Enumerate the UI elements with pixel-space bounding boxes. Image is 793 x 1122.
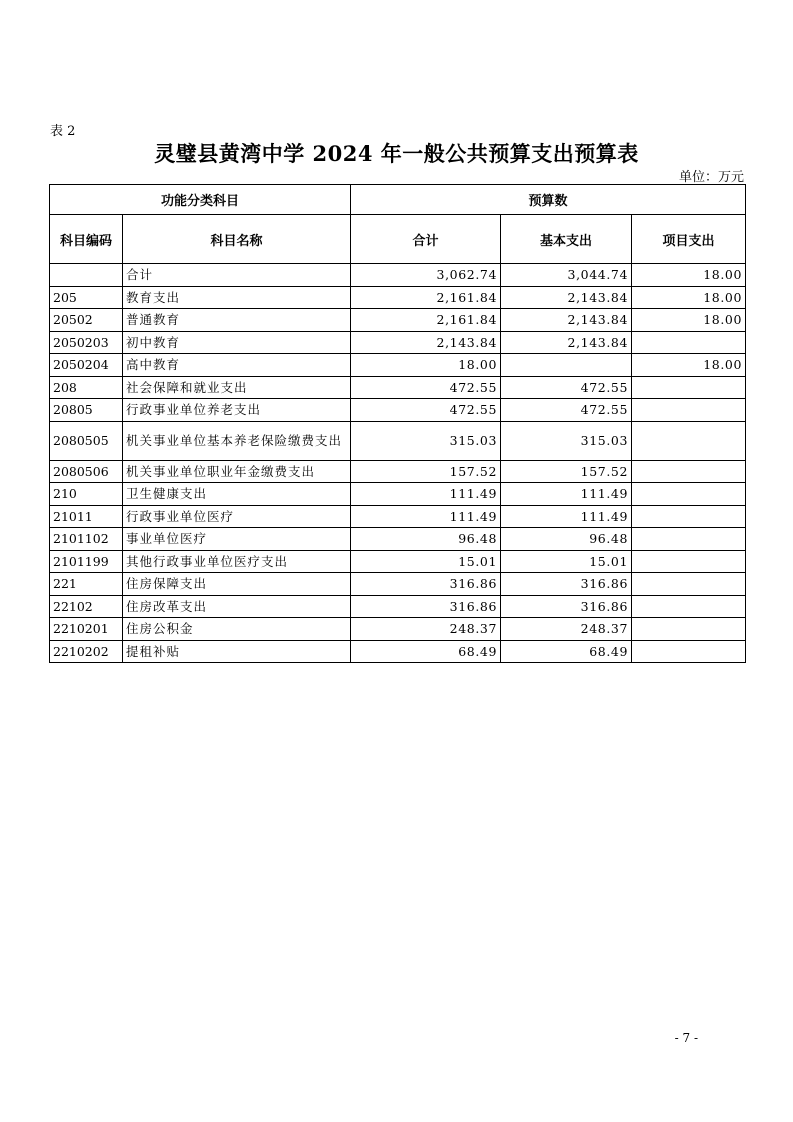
- table-row: [50, 483, 746, 506]
- cell-total: 2,161.84: [351, 286, 501, 309]
- function-group-header: 功能分类科目: [50, 185, 351, 215]
- cell-total: 2,161.84: [351, 309, 501, 332]
- cell-name: 社会保障和就业支出: [123, 376, 351, 399]
- cell-basic: 111.49: [501, 505, 632, 528]
- cell-basic: 2,143.84: [501, 309, 632, 332]
- page-title: 灵璧县黄湾中学 2024 年一般公共预算支出预算表: [154, 141, 639, 166]
- table-row: [50, 595, 746, 618]
- cell-name: 初中教育: [123, 331, 351, 354]
- cell-total: 15.01: [351, 550, 501, 573]
- cell-name: 合计: [123, 264, 351, 287]
- cell-project: [632, 460, 746, 483]
- cell-name: 教育支出: [123, 286, 351, 309]
- cell-project: [632, 331, 746, 354]
- table-row: [50, 354, 746, 377]
- cell-basic: 316.86: [501, 573, 632, 596]
- cell-total: 18.00: [351, 354, 501, 377]
- cell-basic: 3,044.74: [501, 264, 632, 287]
- cell-basic: 248.37: [501, 618, 632, 641]
- table-row: [50, 505, 746, 528]
- table-row: [50, 550, 746, 573]
- table-row: [50, 528, 746, 551]
- cell-name: 住房保障支出: [123, 573, 351, 596]
- cell-project: [632, 640, 746, 663]
- cell-basic: 157.52: [501, 460, 632, 483]
- cell-basic: 315.03: [501, 421, 632, 460]
- cell-code: 2050203: [50, 331, 123, 354]
- cell-total: 96.48: [351, 528, 501, 551]
- name-column-header: 科目名称: [123, 215, 351, 264]
- table-row: [50, 286, 746, 309]
- cell-project: 18.00: [632, 309, 746, 332]
- cell-code: 208: [50, 376, 123, 399]
- cell-code: 210: [50, 483, 123, 506]
- table-row: [50, 421, 746, 460]
- cell-project: [632, 528, 746, 551]
- cell-basic: 2,143.84: [501, 331, 632, 354]
- cell-project: [632, 376, 746, 399]
- cell-name: 住房改革支出: [123, 595, 351, 618]
- table-row: [50, 618, 746, 641]
- cell-total: 316.86: [351, 595, 501, 618]
- table-body: [50, 264, 746, 663]
- cell-name: 机关事业单位职业年金缴费支出: [123, 460, 351, 483]
- total-column-header: 合计: [351, 215, 501, 264]
- basic-column-header: 基本支出: [501, 215, 632, 264]
- cell-total: 248.37: [351, 618, 501, 641]
- cell-total: 111.49: [351, 505, 501, 528]
- cell-basic: 472.55: [501, 399, 632, 422]
- cell-project: [632, 550, 746, 573]
- cell-name: 事业单位医疗: [123, 528, 351, 551]
- cell-name: 行政事业单位医疗: [123, 505, 351, 528]
- cell-project: [632, 483, 746, 506]
- cell-total: 472.55: [351, 376, 501, 399]
- cell-code: 2210202: [50, 640, 123, 663]
- cell-project: 18.00: [632, 286, 746, 309]
- cell-name: 卫生健康支出: [123, 483, 351, 506]
- cell-name: 住房公积金: [123, 618, 351, 641]
- table-row: [50, 309, 746, 332]
- cell-code: 221: [50, 573, 123, 596]
- table-row: [50, 264, 746, 287]
- table-row: [50, 331, 746, 354]
- column-header-row: [50, 215, 746, 264]
- table-row: [50, 573, 746, 596]
- table-row: [50, 376, 746, 399]
- cell-total: 472.55: [351, 399, 501, 422]
- cell-project: 18.00: [632, 264, 746, 287]
- cell-total: 315.03: [351, 421, 501, 460]
- cell-code: 2080506: [50, 460, 123, 483]
- page-number: - 7 -: [674, 1031, 698, 1045]
- cell-name: 机关事业单位基本养老保险缴费支出: [123, 421, 351, 460]
- cell-project: [632, 421, 746, 460]
- cell-project: 18.00: [632, 354, 746, 377]
- unit-note: 单位：万元: [678, 170, 744, 185]
- cell-name: 提租补贴: [123, 640, 351, 663]
- cell-basic: 316.86: [501, 595, 632, 618]
- cell-code: 205: [50, 286, 123, 309]
- cell-code: 20502: [50, 309, 123, 332]
- cell-code: 2101199: [50, 550, 123, 573]
- table-row: [50, 460, 746, 483]
- cell-basic: 15.01: [501, 550, 632, 573]
- budget-group-header: 预算数: [351, 185, 746, 215]
- cell-code: 2101102: [50, 528, 123, 551]
- cell-total: 316.86: [351, 573, 501, 596]
- cell-code: 21011: [50, 505, 123, 528]
- table-row: [50, 640, 746, 663]
- cell-total: 3,062.74: [351, 264, 501, 287]
- cell-code: 22102: [50, 595, 123, 618]
- cell-project: [632, 595, 746, 618]
- budget-table: [49, 184, 746, 663]
- cell-basic: 111.49: [501, 483, 632, 506]
- cell-code: 2080505: [50, 421, 123, 460]
- cell-project: [632, 618, 746, 641]
- cell-name: 普通教育: [123, 309, 351, 332]
- cell-basic: 2,143.84: [501, 286, 632, 309]
- cell-code: 2050204: [50, 354, 123, 377]
- cell-total: 2,143.84: [351, 331, 501, 354]
- code-column-header: 科目编码: [50, 215, 123, 264]
- table-row: [50, 399, 746, 422]
- cell-project: [632, 573, 746, 596]
- cell-code: [50, 264, 123, 287]
- table-label: 表 2: [50, 124, 76, 139]
- cell-project: [632, 505, 746, 528]
- cell-basic: 68.49: [501, 640, 632, 663]
- cell-total: 111.49: [351, 483, 501, 506]
- cell-code: 20805: [50, 399, 123, 422]
- cell-code: 2210201: [50, 618, 123, 641]
- cell-basic: 96.48: [501, 528, 632, 551]
- cell-total: 157.52: [351, 460, 501, 483]
- cell-name: 其他行政事业单位医疗支出: [123, 550, 351, 573]
- project-column-header: 项目支出: [632, 215, 746, 264]
- group-header-row: [50, 185, 746, 215]
- cell-project: [632, 399, 746, 422]
- cell-basic: 472.55: [501, 376, 632, 399]
- cell-name: 高中教育: [123, 354, 351, 377]
- cell-basic: [501, 354, 632, 377]
- cell-name: 行政事业单位养老支出: [123, 399, 351, 422]
- cell-total: 68.49: [351, 640, 501, 663]
